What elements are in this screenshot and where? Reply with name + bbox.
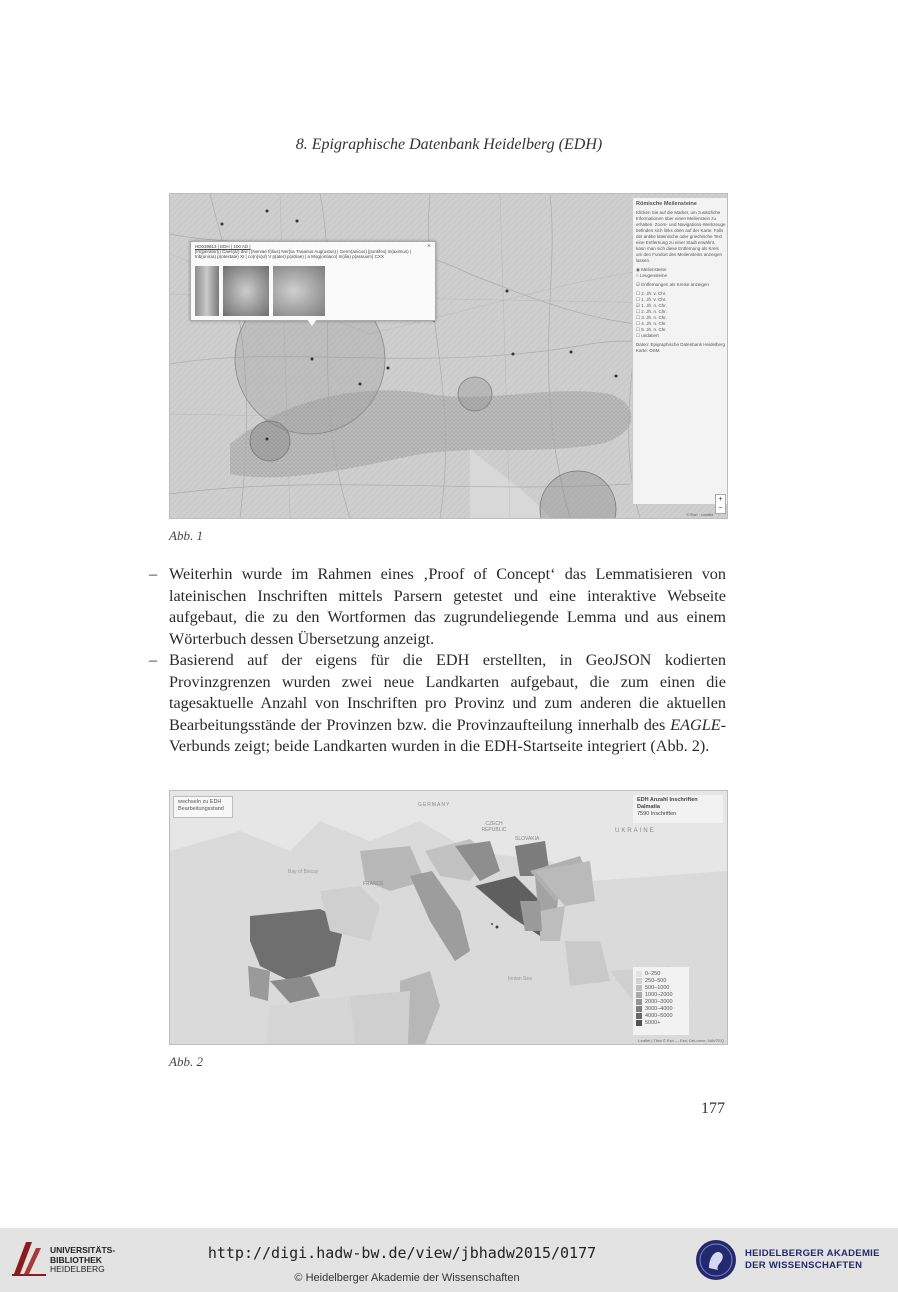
footer-copyright: © Heidelberger Akademie der Wissenschaften <box>294 1272 520 1284</box>
legend-row <box>636 977 686 984</box>
legend-swatch <box>636 985 642 991</box>
map-attribution: © Esri · Leaflet <box>686 512 713 517</box>
popup-close-icon[interactable]: × <box>426 243 431 250</box>
map-attribution: Leaflet | Tiles © Esri — Esri, DeLorme, NAVTEQ <box>638 1038 724 1043</box>
legend-swatch <box>636 971 642 977</box>
legend-row <box>636 991 686 998</box>
circle-checkbox[interactable]: ☑ Entfernungen als Kreise anzeigen <box>636 282 709 287</box>
legend-swatch <box>636 1013 642 1019</box>
legend-row <box>636 984 686 991</box>
info-panel <box>632 198 728 504</box>
zoom-out-button[interactable]: − <box>718 505 723 512</box>
map-label: SLOVAKIA <box>515 836 540 842</box>
legend-swatch <box>636 1020 642 1026</box>
legend-swatch <box>636 999 642 1005</box>
academy-name-line: DER WISSENSCHAFTEN <box>745 1260 863 1271</box>
century-option[interactable]: ☐ 1. Jh. v. Chr. <box>636 297 667 302</box>
footer-url[interactable]: http://digi.hadw-bw.de/view/jbhadw2015/0177 <box>207 1244 597 1262</box>
layer-option-leagues[interactable]: ○ Leugensteine <box>636 273 667 278</box>
switch-map-label: wechseln zu EDH Bearbeitungsstand <box>178 799 224 812</box>
academy-seal-icon <box>694 1238 738 1282</box>
map-label: GERMANY <box>418 802 451 808</box>
switch-map-button[interactable] <box>173 796 233 818</box>
info-title: EDH Anzahl Inschriften <box>637 797 698 803</box>
panel-text: Klicken Sie auf die Marker, um zusätzliche Informationen über einen Meilenstein zu erhalten. Zoom- und Navigations-Werkzeuge befinden sich links oben auf der Karte. Falls der antike lateinische oder griechische Text eine Entfernung zu einer Stadt erwähnt, kann man sich diese Entfernung als Kreis um den Fundort des Meilensteins anzeigen lassen. <box>636 210 726 263</box>
map-label: Ionian Sea <box>508 976 532 982</box>
zoom-control <box>715 494 726 514</box>
century-option[interactable]: ☐ 5. Jh. n. Chr. <box>636 327 667 332</box>
century-option[interactable]: ☐ 2. Jh. v. Chr. <box>636 291 667 296</box>
legend-label: 0–250 <box>645 970 661 977</box>
popup-pointer <box>307 319 317 326</box>
popup-photo-2[interactable] <box>223 266 269 316</box>
library-name-line: HEIDELBERG <box>50 1264 105 1274</box>
bullet-dash: – <box>149 565 158 583</box>
footer-bar <box>0 1228 898 1292</box>
century-option[interactable]: ☐ 4. Jh. n. Chr. <box>636 321 667 326</box>
bullet-paragraph <box>149 650 726 758</box>
province-info-box <box>633 795 723 823</box>
popup-line-3: trib(unicia) p(otestate) XI | co(n)s(ul) V p(ater) p(atriae) | a Mog(ontiaco) m(ilia) p(assuum) CXX <box>195 254 384 259</box>
legend-row <box>636 998 686 1005</box>
legend-row <box>636 1005 686 1012</box>
legend-label: 2000–3000 <box>645 998 673 1005</box>
century-option[interactable]: ☐ 3. Jh. n. Chr. <box>636 315 667 320</box>
zoom-in-button[interactable]: + <box>718 496 723 503</box>
library-name-line: UNIVERSITÄTS- <box>50 1245 116 1255</box>
popup-line-2: [Im]perator(i) Caes(ar) divi | [Nervae f(ilius) Ner]va Traianus Aug(ustus) | Germ(anicus) [pontifex] m(aximus) | <box>195 249 412 254</box>
legend-swatch <box>636 1006 642 1012</box>
century-option[interactable]: ☐ 2. Jh. n. Chr. <box>636 309 667 314</box>
panel-source-map: Karte: OSM <box>636 348 660 353</box>
popup-line-1[interactable]: HD039813 | EDH | 100 AD | <box>195 244 251 249</box>
legend-label: 1000–2000 <box>645 991 673 998</box>
century-option[interactable]: ☐ undatiert <box>636 333 659 338</box>
legend-label: 5000+ <box>645 1019 661 1026</box>
color-legend <box>633 967 689 1035</box>
marker-popup <box>190 241 436 321</box>
figure-1-map[interactable] <box>169 193 728 519</box>
century-option[interactable]: ☑ 1. Jh. n. Chr. <box>636 303 667 308</box>
panel-title: Römische Meilensteine <box>636 201 697 207</box>
layer-option-milestones[interactable]: ◉ Meilensteine <box>636 267 667 272</box>
figure-2-map[interactable] <box>169 790 728 1045</box>
running-head: 8. Epigraphische Datenbank Heidelberg (EDH) <box>295 136 603 153</box>
map-label: CZECH REPUBLIC <box>481 821 507 833</box>
legend-swatch <box>636 992 642 998</box>
panel-source: Daten: Epigraphische Datenbank Heidelberg <box>636 342 726 347</box>
popup-photo-1[interactable] <box>195 266 219 316</box>
info-province: Dalmatia <box>637 804 660 810</box>
popup-photo-3[interactable] <box>273 266 325 316</box>
bullet-dash: – <box>149 651 158 669</box>
legend-row <box>636 1012 686 1019</box>
page-number: 177 <box>701 1100 725 1117</box>
academy-name <box>745 1248 880 1272</box>
map-label: FRANCE <box>363 881 384 887</box>
bullet-text-emphasis: EAGLE <box>670 715 721 734</box>
info-count: 7590 Inschriften <box>637 811 677 817</box>
legend-label: 500–1000 <box>645 984 670 991</box>
bullet-text-part: Basierend auf der eigens für die EDH erstellten, in GeoJSON kodierten Provinzgrenzen wurden zwei neue Landkarten aufgebaut, die zum einen die tagesaktuelle Anzahl von Inschriften pro Provinz und zum anderen die aktuellen Bearbeitungsstände der Provinzen bzw. die Provinzaufteilung innerhalb des <box>169 651 726 734</box>
bullet-paragraph <box>149 564 726 650</box>
legend-label: 4000–5000 <box>645 1012 673 1019</box>
map-label: UKRAINE <box>615 828 656 834</box>
legend-label: 250–500 <box>645 977 667 984</box>
bullet-text-part: -Verbunds zeigt; beide Landkarten wurden in die EDH-Startseite integriert (Abb. 2). <box>169 715 726 755</box>
legend-label: 3000–4000 <box>645 1005 673 1012</box>
map-label: Bay of Biscay <box>288 869 319 875</box>
figure-2-caption: Abb. 2 <box>169 1054 203 1069</box>
legend-row <box>636 970 686 977</box>
library-name-line: BIBLIOTHEK <box>50 1254 102 1265</box>
legend-row <box>636 1019 686 1026</box>
academy-name-line: HEIDELBERGER AKADEMIE <box>745 1248 880 1259</box>
bullet-text: Weiterhin wurde im Rahmen eines ‚Proof of Concept‘ das Lemmatisieren von lateinischen Inschriften mittels Parsern getestet und eine interaktive Webseite aufgebaut, die zu den Wortformen das zugrundeliegende Lemma und aus einem Wörterbuch dessen Übersetzung anzeigt. <box>169 565 726 648</box>
figure-1-caption: Abb. 1 <box>169 528 203 543</box>
legend-swatch <box>636 978 642 984</box>
